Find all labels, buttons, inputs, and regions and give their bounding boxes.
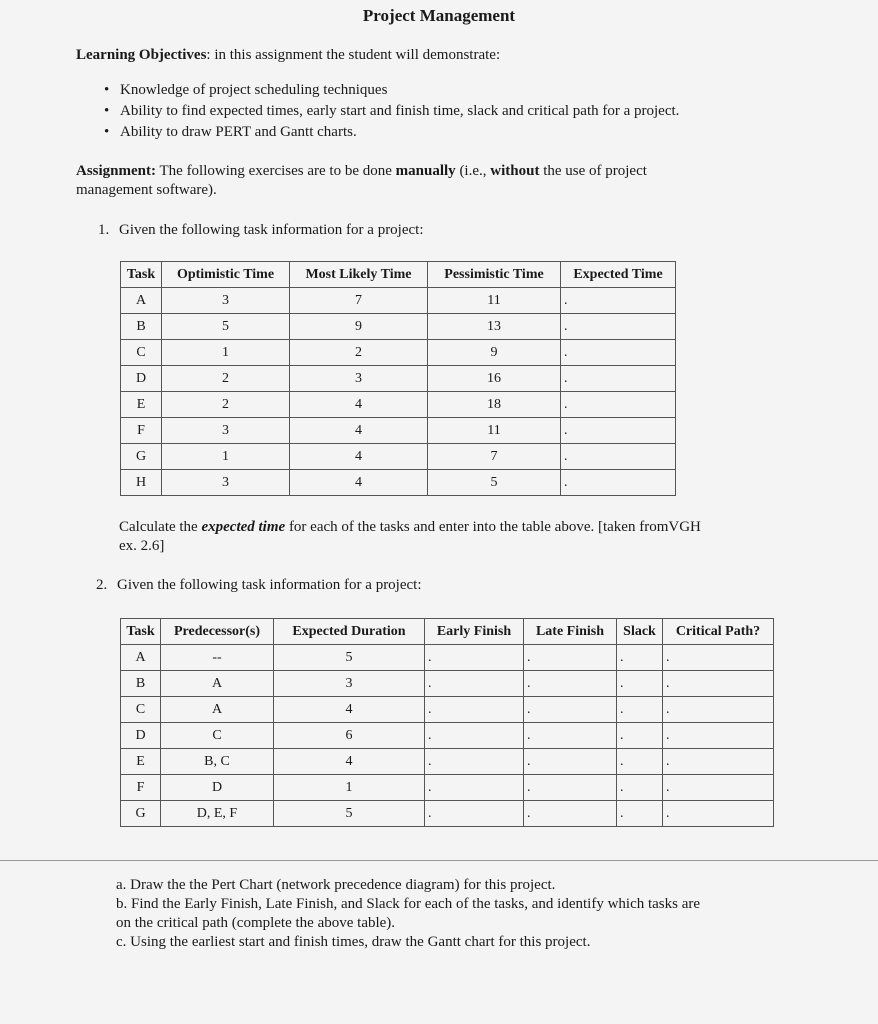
task-cell: E (121, 749, 161, 775)
objective-item: • Ability to draw PERT and Gantt charts. (104, 122, 679, 143)
question-1-text: Given the following task information for a project: (119, 222, 424, 238)
most-likely-cell: 7 (290, 288, 428, 314)
most-likely-cell: 3 (290, 366, 428, 392)
task-cell: F (121, 775, 161, 801)
question-2-text: Given the following task information for a project: (117, 577, 422, 593)
part-c: c. Using the earliest start and finish times, draw the Gantt chart for this project. (116, 934, 591, 950)
duration-cell: 5 (274, 801, 425, 827)
table-row (121, 340, 676, 366)
early-finish-blank[interactable]: . (425, 749, 524, 775)
table-row (121, 366, 676, 392)
slack-blank[interactable]: . (617, 749, 663, 775)
optimistic-cell: 3 (162, 470, 290, 496)
predecessor-cell: B, C (161, 749, 274, 775)
pessimistic-cell: 5 (428, 470, 561, 496)
critical-path-table (120, 618, 774, 827)
question-2-number: 2. (96, 577, 108, 593)
column-header: Critical Path? (663, 619, 774, 645)
expected-time-blank[interactable]: . (561, 340, 676, 366)
column-header: Slack (617, 619, 663, 645)
slack-blank[interactable]: . (617, 723, 663, 749)
table-row (121, 775, 774, 801)
late-finish-blank[interactable]: . (524, 801, 617, 827)
column-header: Most Likely Time (290, 262, 428, 288)
calculate-line2: ex. 2.6] (119, 538, 165, 554)
predecessor-cell: D (161, 775, 274, 801)
calculate-text: Calculate the (119, 519, 202, 535)
pessimistic-cell: 13 (428, 314, 561, 340)
optimistic-cell: 5 (162, 314, 290, 340)
task-cell: C (121, 697, 161, 723)
duration-cell: 3 (274, 671, 425, 697)
pessimistic-cell: 11 (428, 288, 561, 314)
critical-path-blank[interactable]: . (663, 671, 774, 697)
column-header: Expected Time (561, 262, 676, 288)
table-row (121, 645, 774, 671)
most-likely-cell: 4 (290, 418, 428, 444)
table-row (121, 801, 774, 827)
learning-objectives-text: : in this assignment the student will demonstrate: (206, 47, 501, 63)
calculate-instruction (119, 518, 819, 556)
critical-path-blank[interactable]: . (663, 801, 774, 827)
calculate-text: for each of the tasks and enter into the table above. [taken fromVGH (285, 519, 701, 535)
most-likely-cell: 4 (290, 470, 428, 496)
column-header: Early Finish (425, 619, 524, 645)
part-a: a. Draw the the Pert Chart (network precedence diagram) for this project. (116, 877, 556, 893)
task-cell: B (121, 671, 161, 697)
pessimistic-cell: 9 (428, 340, 561, 366)
slack-blank[interactable]: . (617, 645, 663, 671)
task-cell: C (121, 340, 162, 366)
table-row (121, 749, 774, 775)
scan-divider (0, 860, 878, 861)
expected-time-emphasis: expected time (201, 519, 286, 535)
question-1-intro (98, 221, 424, 240)
part-b-continued: on the critical path (complete the above table). (116, 915, 396, 931)
column-header: Optimistic Time (162, 262, 290, 288)
task-cell: B (121, 314, 162, 340)
predecessor-cell: A (161, 671, 274, 697)
table-row (121, 288, 676, 314)
duration-cell: 4 (274, 749, 425, 775)
page-title: Project Management (362, 6, 516, 25)
predecessor-cell: D, E, F (161, 801, 274, 827)
slack-blank[interactable]: . (617, 775, 663, 801)
task-cell: F (121, 418, 162, 444)
table-row (121, 392, 676, 418)
late-finish-blank[interactable]: . (524, 775, 617, 801)
task-cell: H (121, 470, 162, 496)
duration-cell: 5 (274, 645, 425, 671)
early-finish-blank[interactable]: . (425, 671, 524, 697)
assignment-text: (i.e., (455, 163, 491, 179)
pessimistic-cell: 7 (428, 444, 561, 470)
task-cell: D (121, 366, 162, 392)
without-emphasis: without (490, 163, 540, 179)
column-header: Task (121, 619, 161, 645)
table-row (121, 697, 774, 723)
assignment-line2: management software). (76, 182, 217, 198)
duration-cell: 6 (274, 723, 425, 749)
slack-blank[interactable]: . (617, 671, 663, 697)
optimistic-cell: 1 (162, 444, 290, 470)
optimistic-cell: 3 (162, 288, 290, 314)
question-2-intro (96, 576, 422, 595)
critical-path-blank[interactable]: . (663, 723, 774, 749)
critical-path-blank[interactable]: . (663, 775, 774, 801)
expected-time-blank[interactable]: . (561, 444, 676, 470)
manually-emphasis: manually (395, 163, 456, 179)
late-finish-blank[interactable]: . (524, 697, 617, 723)
optimistic-cell: 3 (162, 418, 290, 444)
optimistic-cell: 2 (162, 366, 290, 392)
slack-blank[interactable]: . (617, 697, 663, 723)
expected-time-blank[interactable]: . (561, 288, 676, 314)
optimistic-cell: 2 (162, 392, 290, 418)
column-header: Expected Duration (274, 619, 425, 645)
predecessor-cell: A (161, 697, 274, 723)
question-1-number: 1. (98, 222, 110, 238)
objective-item: • Knowledge of project scheduling techniques (104, 80, 679, 101)
task-cell: A (121, 645, 161, 671)
task-cell: E (121, 392, 162, 418)
critical-path-blank[interactable]: . (663, 645, 774, 671)
expected-time-blank[interactable]: . (561, 392, 676, 418)
pessimistic-cell: 18 (428, 392, 561, 418)
early-finish-blank[interactable]: . (425, 697, 524, 723)
learning-objectives-label: Learning Objectives (76, 47, 207, 63)
pessimistic-cell: 11 (428, 418, 561, 444)
predecessor-cell: -- (161, 645, 274, 671)
duration-cell: 4 (274, 697, 425, 723)
expected-time-blank[interactable]: . (561, 366, 676, 392)
most-likely-cell: 2 (290, 340, 428, 366)
objective-item: • Ability to find expected times, early start and finish time, slack and critical path for a project. (104, 101, 679, 122)
task-cell: G (121, 801, 161, 827)
early-finish-blank[interactable]: . (425, 645, 524, 671)
question-2-parts (116, 876, 816, 952)
slack-blank[interactable]: . (617, 801, 663, 827)
task-cell: D (121, 723, 161, 749)
column-header: Predecessor(s) (161, 619, 274, 645)
late-finish-blank[interactable]: . (524, 749, 617, 775)
assignment-label: Assignment: (76, 163, 157, 179)
table-row (121, 444, 676, 470)
late-finish-blank[interactable]: . (524, 645, 617, 671)
expected-time-blank[interactable]: . (561, 418, 676, 444)
column-header: Pessimistic Time (428, 262, 561, 288)
optimistic-cell: 1 (162, 340, 290, 366)
table-row (121, 314, 676, 340)
late-finish-blank[interactable]: . (524, 723, 617, 749)
early-finish-blank[interactable]: . (425, 723, 524, 749)
assignment-paragraph (76, 162, 796, 200)
objectives-list (104, 80, 679, 143)
early-finish-blank[interactable]: . (425, 801, 524, 827)
expected-time-blank[interactable]: . (561, 314, 676, 340)
part-b: b. Find the Early Finish, Late Finish, and Slack for each of the tasks, and identify which tasks are (116, 896, 701, 912)
table-row (121, 418, 676, 444)
expected-time-table (120, 261, 676, 496)
table-row (121, 470, 676, 496)
assignment-text: the use of project (539, 163, 647, 179)
table-row (121, 723, 774, 749)
early-finish-blank[interactable]: . (425, 775, 524, 801)
assignment-text: The following exercises are to be done (156, 163, 396, 179)
most-likely-cell: 9 (290, 314, 428, 340)
late-finish-blank[interactable]: . (524, 671, 617, 697)
duration-cell: 1 (274, 775, 425, 801)
table-header-row (121, 619, 774, 645)
critical-path-blank[interactable]: . (663, 749, 774, 775)
column-header: Late Finish (524, 619, 617, 645)
column-header: Task (121, 262, 162, 288)
task-cell: G (121, 444, 162, 470)
expected-time-blank[interactable]: . (561, 470, 676, 496)
most-likely-cell: 4 (290, 444, 428, 470)
pessimistic-cell: 16 (428, 366, 561, 392)
critical-path-blank[interactable]: . (663, 697, 774, 723)
most-likely-cell: 4 (290, 392, 428, 418)
task-cell: A (121, 288, 162, 314)
learning-objectives (76, 46, 500, 65)
table-header-row (121, 262, 676, 288)
predecessor-cell: C (161, 723, 274, 749)
table-row (121, 671, 774, 697)
